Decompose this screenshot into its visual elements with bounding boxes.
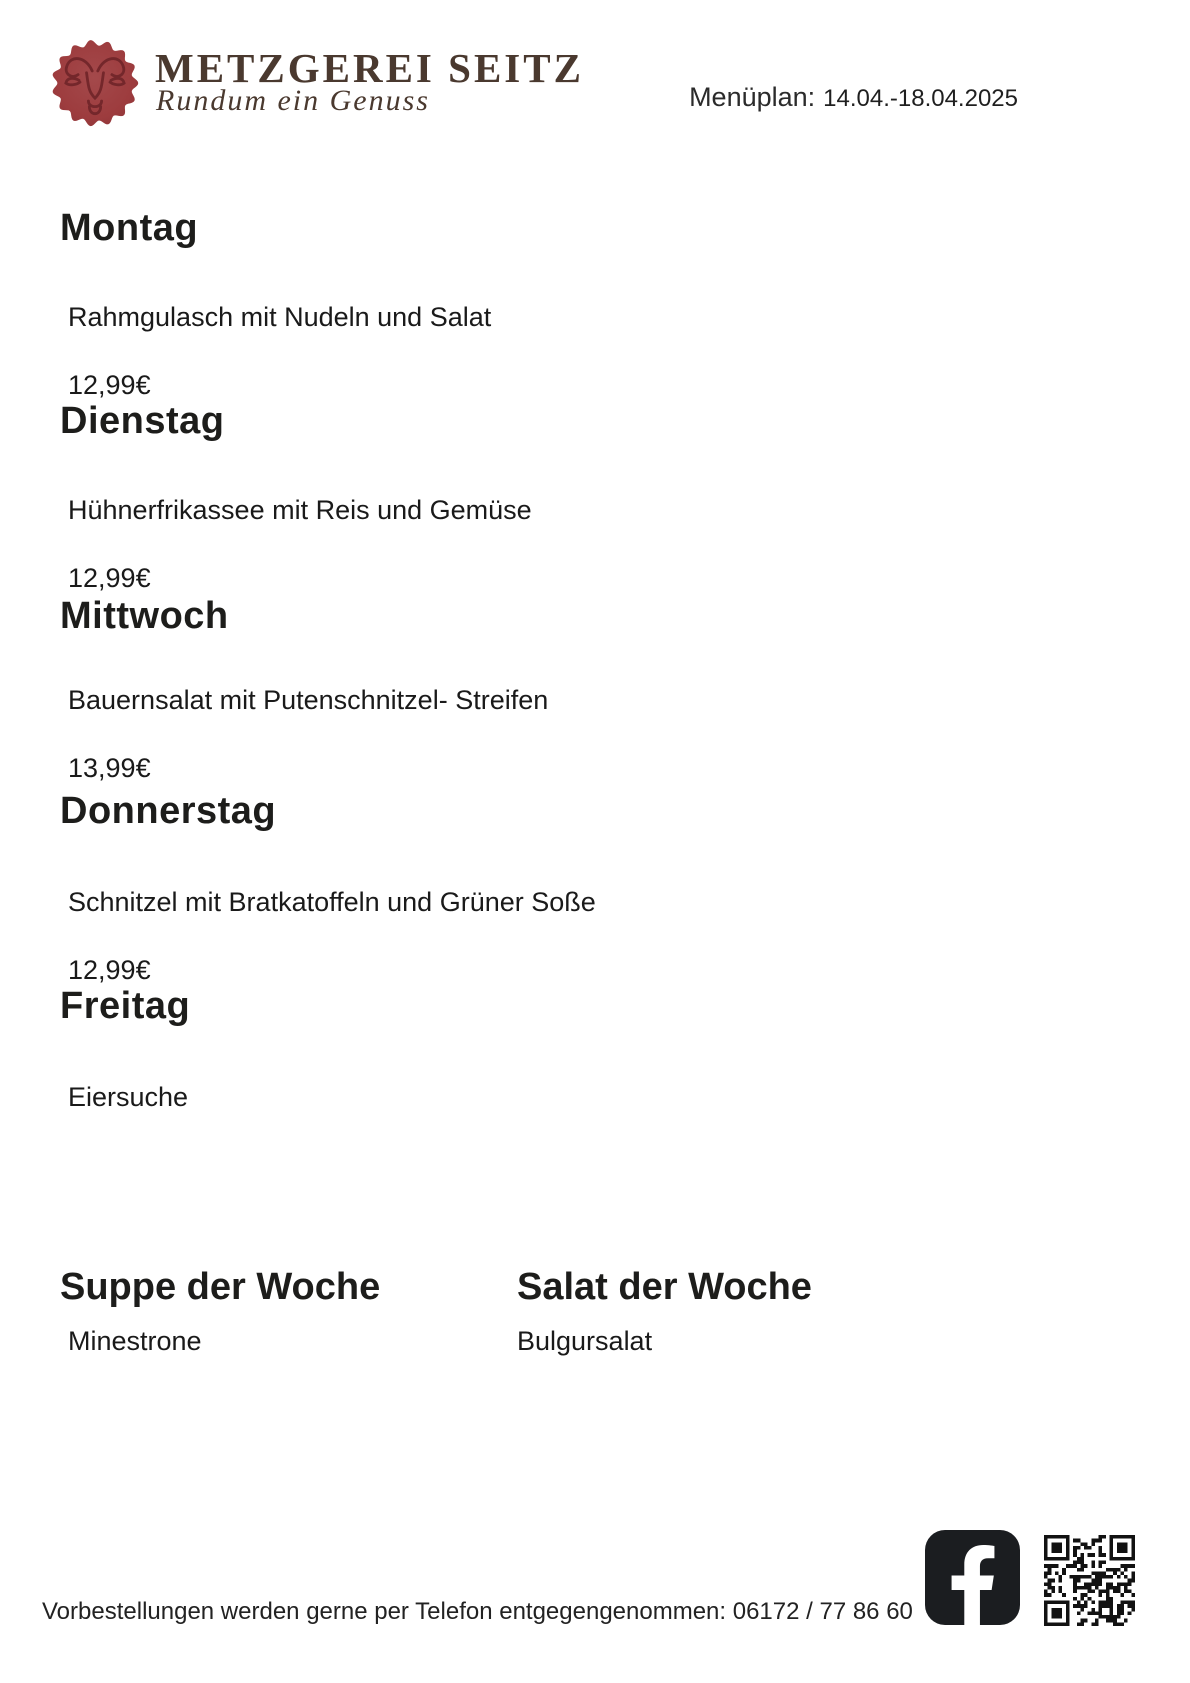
wax-seal-bull-icon — [48, 30, 142, 140]
dish-name: Rahmgulasch mit Nudeln und Salat — [68, 302, 492, 332]
dish-name: Eiersuche — [68, 1082, 189, 1112]
day-heading-mittwoch: Mittwoch — [60, 595, 229, 637]
weekly-item-suppe: Minestrone — [68, 1326, 202, 1356]
plan-label: Menüplan: — [689, 82, 816, 112]
weekly-heading-suppe: Suppe der Woche — [60, 1266, 381, 1308]
dish-price: 12,99€ — [68, 370, 151, 400]
day-heading-dienstag: Dienstag — [60, 400, 225, 442]
dish-name: Schnitzel mit Bratkatoffeln und Grüner Soße — [68, 887, 596, 917]
menu-plan-header — [689, 82, 1018, 113]
dish-name: Hühnerfrikassee mit Reis und Gemüse — [68, 495, 532, 525]
qr-code — [1044, 1535, 1135, 1626]
day-heading-freitag: Freitag — [60, 985, 191, 1027]
dish-price: 12,99€ — [68, 563, 151, 593]
brand-name: METZGEREI SEITZ — [155, 45, 584, 91]
dish-price: 13,99€ — [68, 753, 151, 783]
weekly-heading-salat: Salat der Woche — [517, 1266, 812, 1308]
facebook-icon[interactable] — [925, 1530, 1020, 1625]
brand-tagline: Rundum ein Genuss — [156, 84, 430, 117]
preorder-note: Vorbestellungen werden gerne per Telefon entgegengenommen: 06172 / 77 86 60 — [42, 1598, 913, 1625]
dish-price: 12,99€ — [68, 955, 151, 985]
weekly-item-salat: Bulgursalat — [517, 1326, 653, 1356]
day-heading-montag: Montag — [60, 207, 199, 249]
day-heading-donnerstag: Donnerstag — [60, 790, 277, 832]
facebook-f-glyph — [947, 1545, 999, 1625]
dish-name: Bauernsalat mit Putenschnitzel- Streifen — [68, 685, 549, 715]
day-entry-freitag — [68, 1046, 188, 1182]
plan-date-range: 14.04.-18.04.2025 — [823, 85, 1018, 112]
